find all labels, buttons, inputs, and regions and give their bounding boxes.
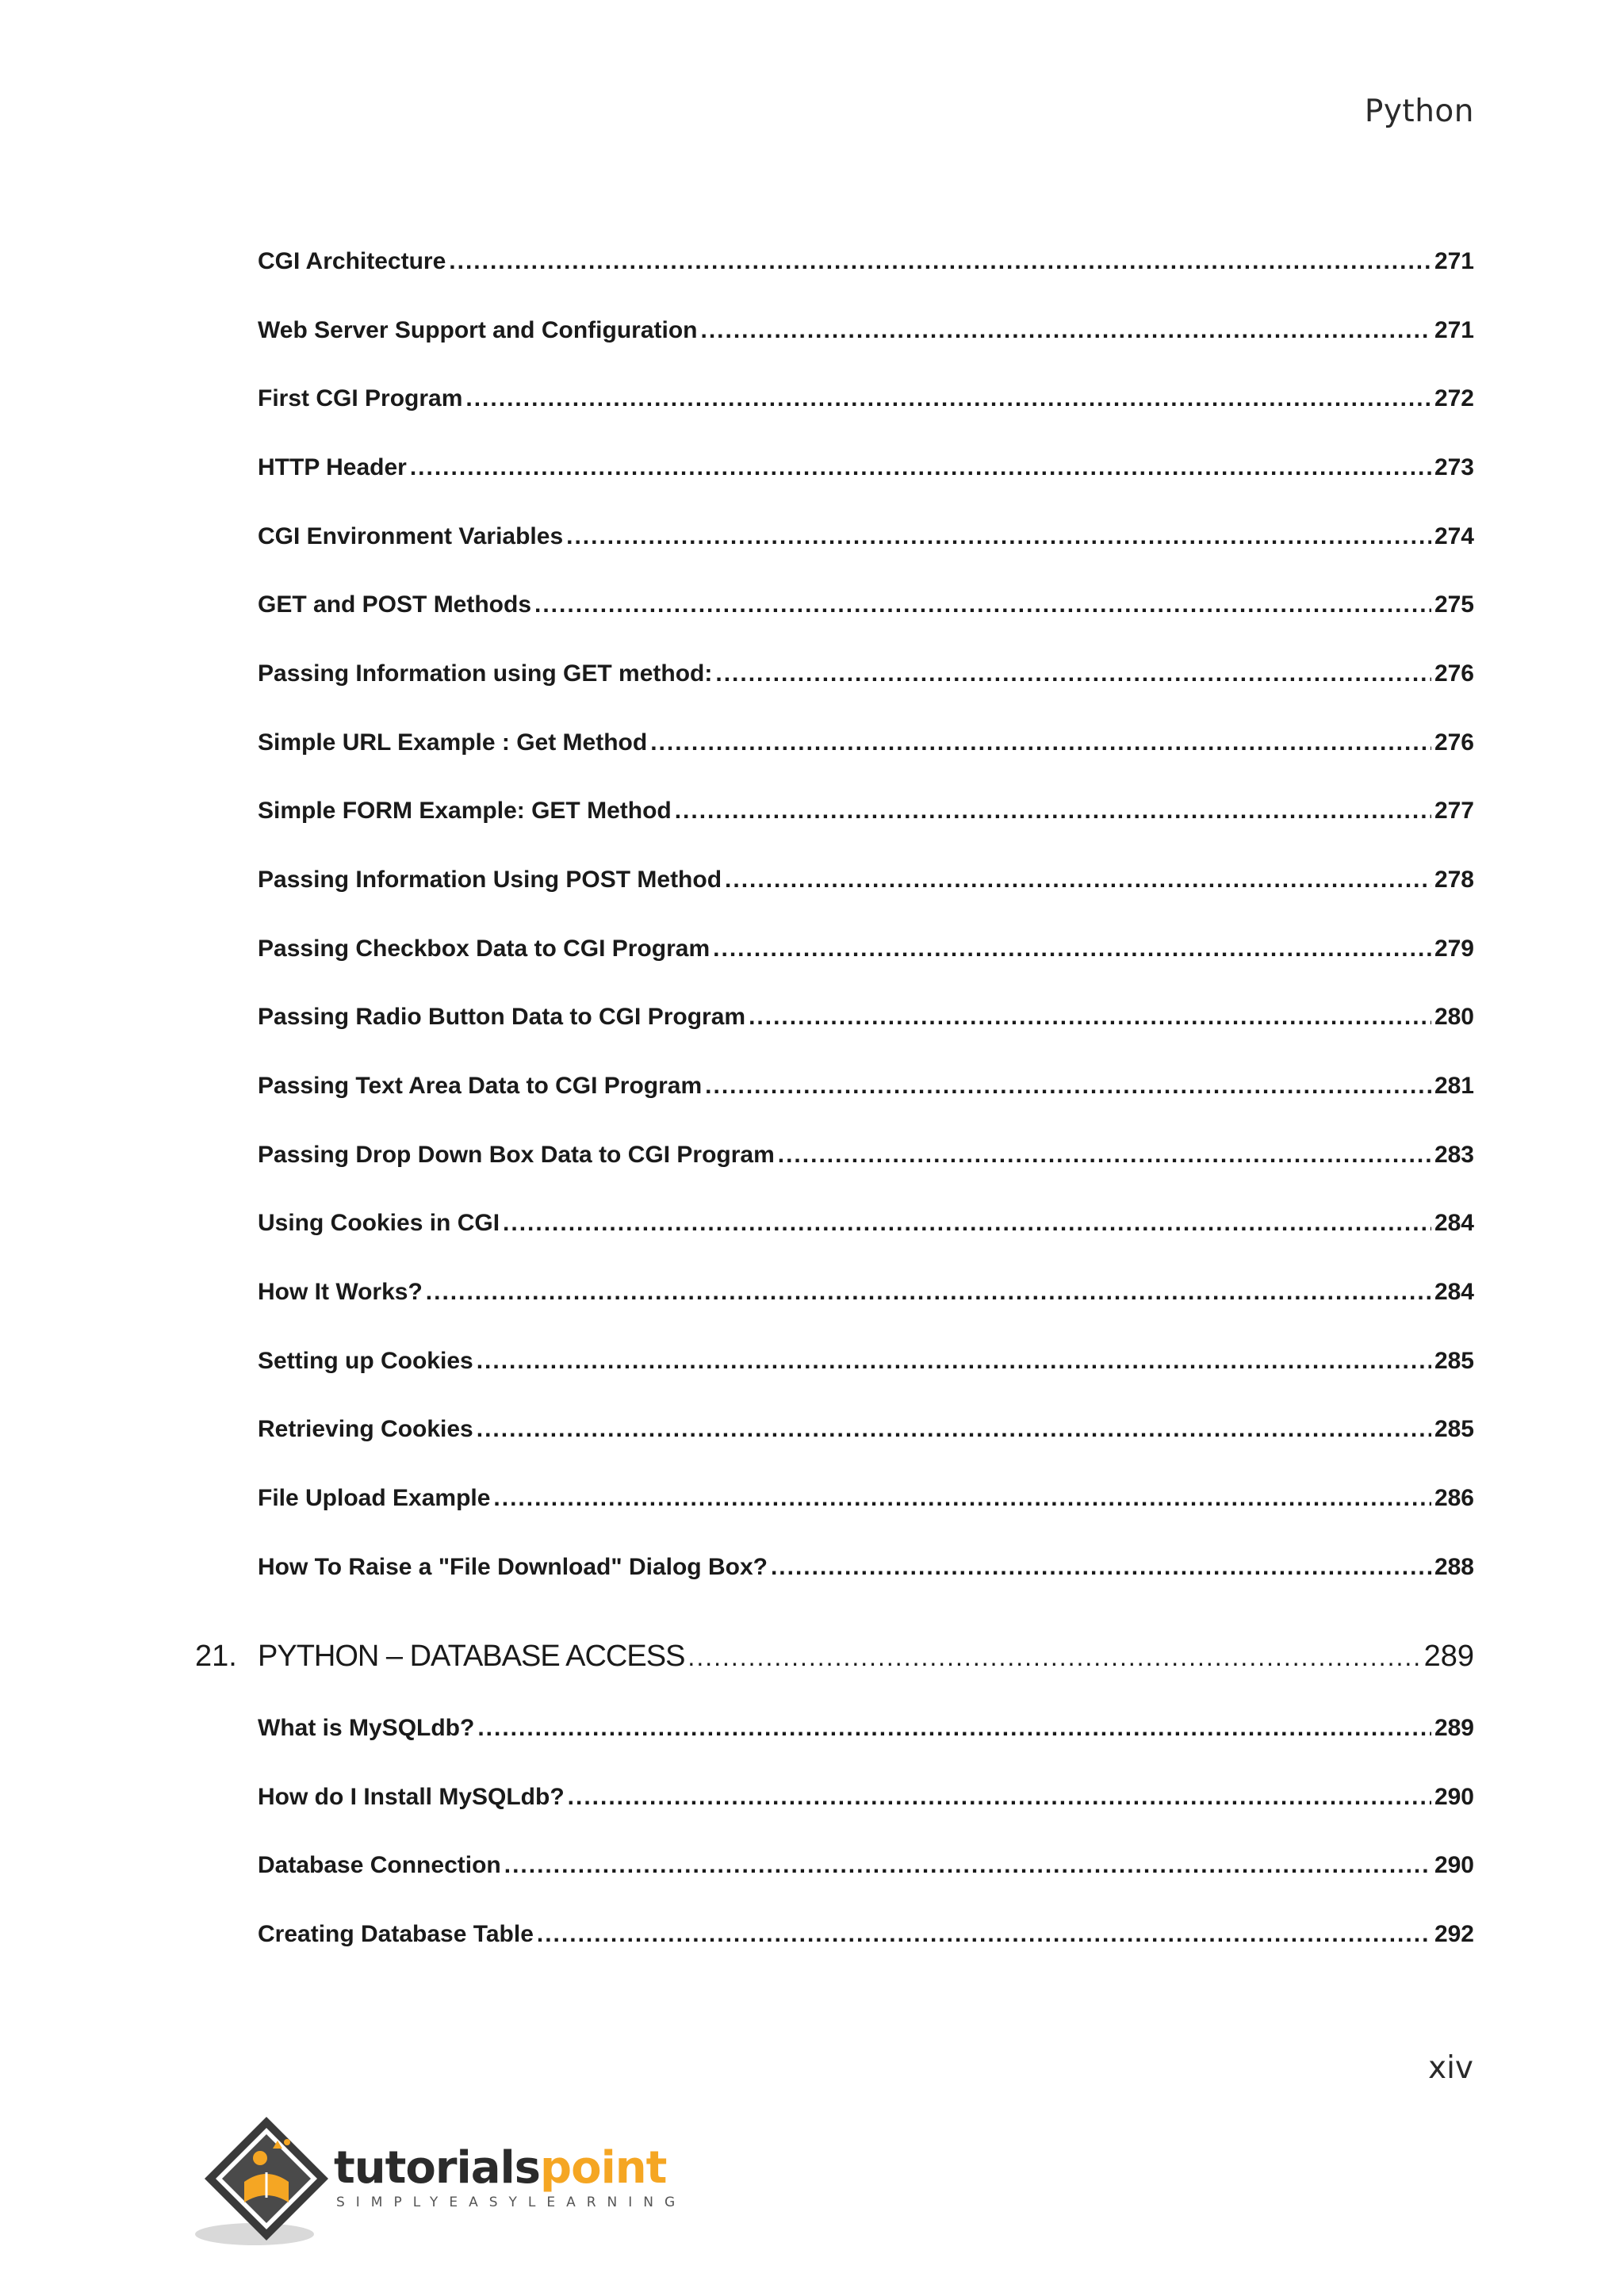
toc-entry-title: First CGI Program — [258, 385, 463, 411]
toc-entry-title: Passing Information Using POST Method — [258, 867, 722, 893]
tutorialspoint-logo — [195, 2109, 687, 2252]
toc-entry-page: 271 — [1434, 248, 1474, 274]
toc-entry-page: 271 — [1434, 317, 1474, 343]
dot-leader — [477, 1416, 1431, 1443]
toc-entry-page: 289 — [1434, 1715, 1474, 1741]
toc-entry-page: 288 — [1434, 1554, 1474, 1580]
dot-leader — [715, 660, 1431, 687]
toc-entry[interactable] — [258, 936, 1474, 962]
toc-entry-page: 284 — [1434, 1279, 1474, 1305]
dot-leader — [410, 454, 1431, 481]
chapter-page: 289 — [1423, 1640, 1474, 1673]
toc-entry[interactable] — [258, 1416, 1474, 1443]
toc-entry[interactable] — [258, 248, 1474, 275]
toc-entry[interactable] — [258, 1348, 1474, 1375]
toc-entry-title: Web Server Support and Configuration — [258, 317, 698, 343]
toc-entry[interactable] — [258, 1715, 1474, 1742]
toc-entry[interactable] — [258, 1921, 1474, 1948]
logo-word-tutorials: tutorials — [334, 2142, 541, 2194]
toc-entry[interactable] — [258, 1554, 1474, 1581]
toc-entry-page: 284 — [1434, 1210, 1474, 1236]
toc-entry-title: Passing Radio Button Data to CGI Program — [258, 1004, 746, 1030]
toc-entry-page: 285 — [1434, 1348, 1474, 1374]
toc-entry-page: 285 — [1434, 1416, 1474, 1442]
toc-entry-title: How To Raise a "File Download" Dialog Box? — [258, 1554, 768, 1580]
toc-entry-page: 280 — [1434, 1004, 1474, 1030]
dot-leader — [566, 523, 1431, 550]
toc-entry-page: 277 — [1434, 798, 1474, 824]
toc-entry-page: 290 — [1434, 1784, 1474, 1810]
dot-leader — [725, 867, 1431, 894]
dot-leader — [568, 1784, 1431, 1811]
toc-entry-title: Simple FORM Example: GET Method — [258, 798, 672, 824]
toc-entry-title: CGI Architecture — [258, 248, 446, 274]
toc-entry[interactable] — [258, 317, 1474, 344]
toc-entry-page: 290 — [1434, 1852, 1474, 1878]
toc-entry[interactable] — [258, 660, 1474, 687]
toc-entry-page: 276 — [1434, 729, 1474, 756]
toc-entry-title: What is MySQLdb? — [258, 1715, 475, 1741]
toc-entry-title: GET and POST Methods — [258, 591, 532, 618]
chapter-number: 21. — [195, 1640, 237, 1673]
dot-leader — [778, 1142, 1431, 1169]
toc-entry-title: Passing Information using GET method: — [258, 660, 713, 687]
toc-entry-title: HTTP Header — [258, 454, 407, 480]
toc-entry[interactable] — [258, 385, 1474, 412]
toc-entry-title: Retrieving Cookies — [258, 1416, 473, 1442]
toc-chapter-entry[interactable] — [195, 1640, 1474, 1674]
logo-tagline: SIMPLYEASYLEARNING — [336, 2195, 687, 2210]
toc-entry-page: 276 — [1434, 660, 1474, 687]
toc-entry[interactable] — [258, 1485, 1474, 1512]
toc-entry[interactable] — [258, 1073, 1474, 1100]
logo-diamond-icon — [195, 2109, 338, 2252]
toc-entry-title: Passing Checkbox Data to CGI Program — [258, 936, 710, 962]
dot-leader — [477, 1715, 1431, 1742]
toc-entry-page: 275 — [1434, 591, 1474, 618]
dot-leader — [675, 798, 1431, 825]
chapter-title: PYTHON – DATABASE ACCESS — [258, 1640, 685, 1673]
toc-entry-page: 283 — [1434, 1142, 1474, 1168]
toc-entry-page: 272 — [1434, 385, 1474, 411]
dot-leader — [688, 1643, 1420, 1672]
toc-entry[interactable] — [258, 591, 1474, 618]
toc-entry[interactable] — [258, 1279, 1474, 1306]
dot-leader — [465, 385, 1431, 412]
dot-leader — [537, 1921, 1431, 1948]
toc-entry-page: 274 — [1434, 523, 1474, 549]
dot-leader — [503, 1210, 1431, 1237]
dot-leader — [771, 1554, 1431, 1581]
toc-entry[interactable] — [258, 729, 1474, 756]
toc-entry[interactable] — [258, 523, 1474, 550]
toc-entry-title: Using Cookies in CGI — [258, 1210, 500, 1236]
toc-entry[interactable] — [258, 1852, 1474, 1879]
toc-entry[interactable] — [258, 1784, 1474, 1811]
dot-leader — [650, 729, 1431, 756]
dot-leader — [534, 591, 1431, 618]
dot-leader — [713, 936, 1431, 962]
dot-leader — [477, 1348, 1431, 1375]
toc-entry-title: Passing Drop Down Box Data to CGI Program — [258, 1142, 775, 1168]
page-header-title: Python — [1364, 94, 1474, 129]
toc-entry-title: Simple URL Example : Get Method — [258, 729, 648, 756]
toc-entry[interactable] — [258, 1004, 1474, 1031]
toc-entry-page: 281 — [1434, 1073, 1474, 1099]
toc-entry-title: CGI Environment Variables — [258, 523, 564, 549]
toc-entry-page: 286 — [1434, 1485, 1474, 1511]
toc-entry[interactable] — [258, 454, 1474, 481]
logo-wordmark — [334, 2142, 666, 2194]
toc-entry-title: How It Works? — [258, 1279, 423, 1305]
toc-entry-title: File Upload Example — [258, 1485, 491, 1511]
dot-leader — [749, 1004, 1431, 1031]
toc-entry[interactable] — [258, 1142, 1474, 1169]
toc-entry-title: Creating Database Table — [258, 1921, 534, 1947]
toc-entry-page: 279 — [1434, 936, 1474, 962]
page-number: xiv — [1428, 2050, 1473, 2086]
logo-word-point: point — [540, 2142, 667, 2194]
toc-entry-title: Passing Text Area Data to CGI Program — [258, 1073, 703, 1099]
dot-leader — [493, 1485, 1431, 1512]
toc-entry[interactable] — [258, 798, 1474, 825]
toc-entry-page: 273 — [1434, 454, 1474, 480]
toc-entry[interactable] — [258, 867, 1474, 894]
dot-leader — [705, 1073, 1431, 1100]
toc-entry-title: Setting up Cookies — [258, 1348, 473, 1374]
toc-entry-title: Database Connection — [258, 1852, 501, 1878]
dot-leader — [449, 248, 1431, 275]
toc-entry-page: 292 — [1434, 1921, 1474, 1947]
dot-leader — [700, 317, 1431, 344]
toc-entry[interactable] — [258, 1210, 1474, 1237]
toc-entry-title: How do I Install MySQLdb? — [258, 1784, 565, 1810]
dot-leader — [504, 1852, 1431, 1879]
dot-leader — [426, 1279, 1431, 1306]
toc-entry-page: 278 — [1434, 867, 1474, 893]
